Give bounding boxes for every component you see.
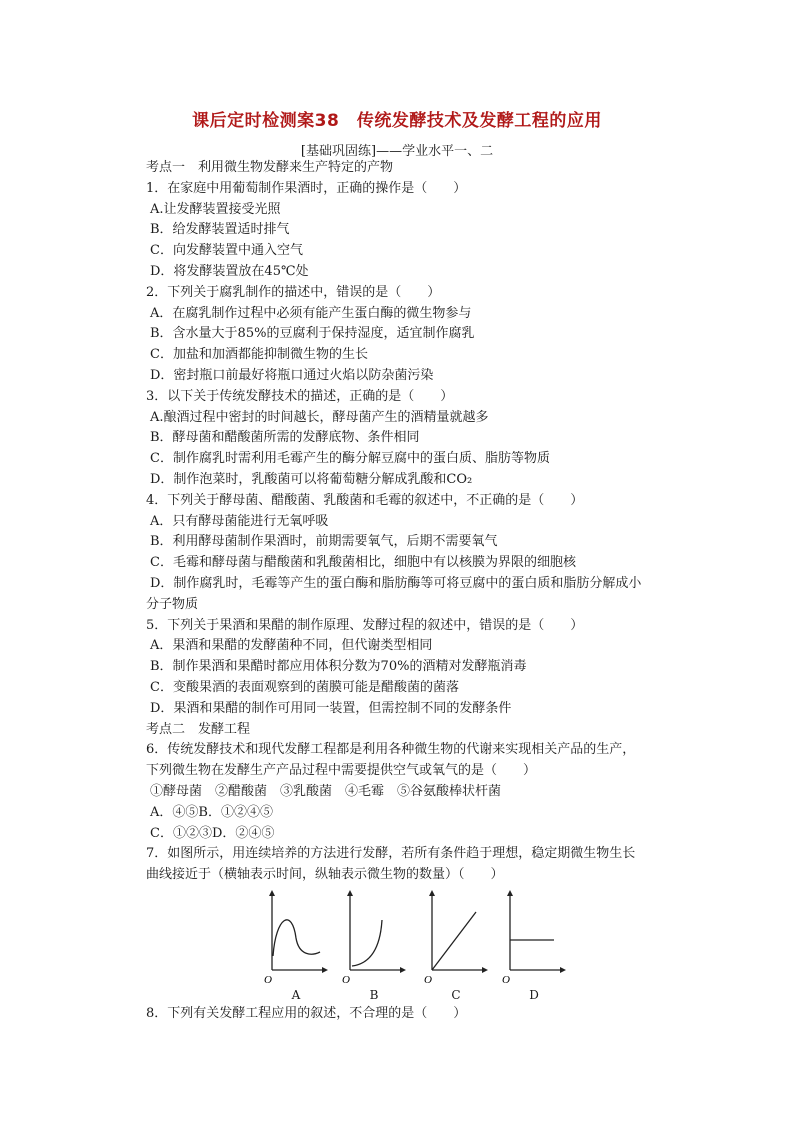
option-4a: A．只有酵母菌能进行无氧呼吸 bbox=[150, 513, 329, 529]
option-5d: D．果酒和果醋的制作可用同一装置，但需控制不同的发酵条件 bbox=[150, 700, 512, 716]
question-6-continued: 下列微生物在发酵生产产品过程中需要提供空气或氧气的是（ ） bbox=[146, 763, 537, 779]
graph-a bbox=[264, 886, 352, 1004]
graph-b bbox=[342, 886, 430, 1004]
growth-curve-figure bbox=[146, 886, 654, 1004]
option-2d: D．密封瓶口前最好将瓶口通过火焰以防杂菌污染 bbox=[150, 367, 434, 383]
graph-d-origin: O bbox=[502, 973, 510, 986]
section-heading: 考点一 利用微生物发酵来生产特定的产物 bbox=[146, 160, 394, 175]
options-6cd: C．①②③D．②④⑤ bbox=[150, 825, 275, 841]
graph-c-origin: O bbox=[424, 973, 432, 986]
question-7-continued: 曲线接近于（横轴表示时间，纵轴表示微生物的数量）（ ） bbox=[146, 867, 504, 883]
option-4b: B．利用酵母菌制作果酒时，前期需要氧气，后期不需要氧气 bbox=[150, 534, 498, 550]
option-3c: C．制作腐乳时需利用毛霉产生的酶分解豆腐中的蛋白质、脂肪等物质 bbox=[150, 451, 550, 467]
graph-a-plot bbox=[264, 886, 352, 986]
graph-d bbox=[502, 886, 590, 1004]
graph-c-plot bbox=[424, 886, 512, 986]
graph-b-plot bbox=[342, 886, 430, 986]
options-6ab: A．④⑤B．①②④⑤ bbox=[150, 804, 273, 820]
question-8: 8．下列有关发酵工程应用的叙述，不合理的是（ ） bbox=[146, 1005, 467, 1021]
graph-d-label: D bbox=[529, 987, 539, 1002]
question-6: 6．传统发酵技术和现代发酵工程都是利用各种微生物的代谢来实现相关产品的生产， bbox=[146, 742, 636, 758]
option-4c: C．毛霉和酵母菌与醋酸菌和乳酸菌相比，细胞中有以核膜为界限的细胞核 bbox=[150, 555, 576, 571]
option-1b: B．给发酵装置适时排气 bbox=[150, 222, 290, 238]
graph-c bbox=[424, 886, 512, 1004]
question-4: 4．下列关于酵母菌、醋酸菌、乳酸菌和毛霉的叙述中，不正确的是（ ） bbox=[146, 492, 584, 508]
option-5a: A．果酒和果醋的发酵菌种不同，但代谢类型相同 bbox=[150, 638, 433, 654]
option-1c: C．向发酵装置中通入空气 bbox=[150, 243, 303, 259]
option-3d: D．制作泡菜时，乳酸菌可以将葡萄糖分解成乳酸和CO₂ bbox=[150, 471, 473, 487]
option-4d-continued: 分子物质 bbox=[146, 596, 199, 612]
question-content bbox=[146, 158, 654, 1025]
graph-a-origin: O bbox=[264, 973, 272, 986]
option-4d: D．制作腐乳时，毛霉等产生的蛋白酶和脂肪酶等可将豆腐中的蛋白质和脂肪分解成小 bbox=[150, 575, 642, 591]
question-5: 5．下列关于果酒和果醋的制作原理、发酵过程的叙述中，错误的是（ ） bbox=[146, 617, 584, 633]
graph-b-label: B bbox=[369, 987, 379, 1002]
graph-c-label: C bbox=[451, 987, 461, 1002]
question-7: 7．如图所示，用连续培养的方法进行发酵，若所有条件趋于理想，稳定期微生物生长 bbox=[146, 846, 636, 862]
question-3: 3．以下关于传统发酵技术的描述，正确的是（ ） bbox=[146, 388, 454, 404]
graph-b-origin: O bbox=[342, 973, 350, 986]
option-2b: B．含水量大于85%的豆腐利于保持湿度，适宜制作腐乳 bbox=[150, 326, 475, 342]
option-5c: C．变酸果酒的表面观察到的菌膜可能是醋酸菌的菌落 bbox=[150, 679, 459, 695]
question-1: 1．在家庭中用葡萄制作果酒时，正确的操作是（ ） bbox=[146, 180, 467, 196]
question-2: 2．下列关于腐乳制作的描述中，错误的是（ ） bbox=[146, 284, 441, 300]
option-5b: B．制作果酒和果醋时都应用体积分数为70%的酒精对发酵瓶消毒 bbox=[150, 659, 527, 675]
option-1d: D．将发酵装置放在45℃处 bbox=[150, 263, 309, 279]
option-1a: A.让发酵装置接受光照 bbox=[150, 201, 281, 217]
option-2c: C．加盐和加酒都能抑制微生物的生长 bbox=[150, 347, 368, 363]
option-2a: A．在腐乳制作过程中必须有能产生蛋白酶的微生物参与 bbox=[150, 305, 472, 321]
option-3b: B．酵母菌和醋酸菌所需的发酵底物、条件相同 bbox=[150, 430, 420, 446]
section-heading-2: 考点二 发酵工程 bbox=[146, 721, 251, 737]
option-3a: A.酿酒过程中密封的时间越长，酵母菌产生的酒精量就越多 bbox=[150, 409, 489, 425]
organism-list: ①酵母菌 ②醋酸菌 ③乳酸菌 ④毛霉 ⑤谷氨酸棒状杆菌 bbox=[150, 783, 502, 799]
graph-d-plot bbox=[502, 886, 590, 986]
page-title: 课后定时检测案38 传统发酵技术及发酵工程的应用 bbox=[192, 111, 602, 131]
section-subtitle: [基础巩固练]——学业水平一、二 bbox=[300, 144, 494, 159]
graph-a-label: A bbox=[291, 987, 301, 1002]
